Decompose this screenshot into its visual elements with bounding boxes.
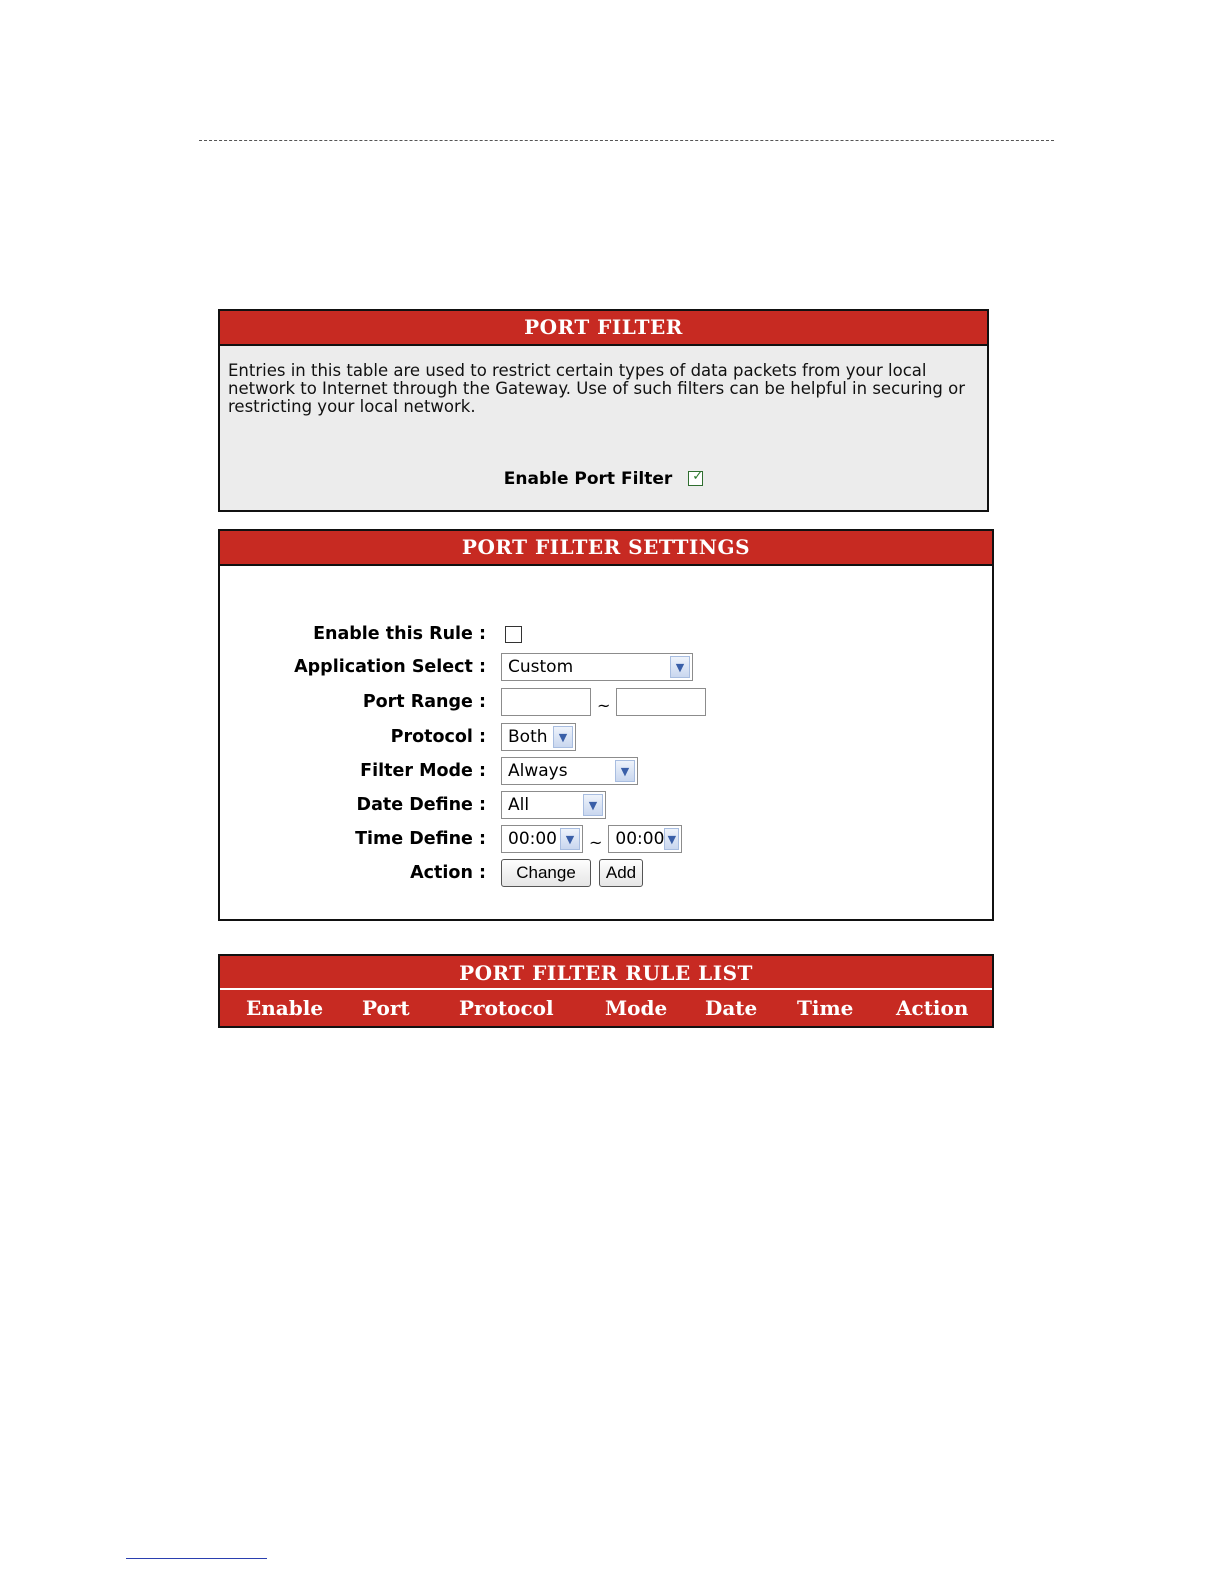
settings-title: PORT FILTER SETTINGS	[220, 531, 992, 566]
port-filter-description: Entries in this table are used to restrict certain types of data packets from your local network to Internet through the Gateway. Use of such filters can be helpful in securing or restricting your local network.	[228, 361, 966, 416]
application-select-value: Custom	[508, 657, 574, 677]
filter-mode-select-value: Always	[508, 761, 568, 781]
filter-mode-select[interactable]	[501, 757, 638, 785]
column-header-action: Action	[896, 996, 969, 1020]
chevron-down-icon[interactable]: ▼	[670, 656, 690, 678]
protocol-label: Protocol :	[390, 727, 486, 747]
column-header-port: Port	[362, 996, 410, 1020]
checkmark-icon: ✓	[692, 469, 704, 484]
top-divider	[199, 140, 1054, 141]
time-range-separator: ~	[589, 832, 603, 852]
port-filter-rule-list-panel	[218, 954, 994, 1028]
time-start-value: 00:00	[508, 829, 557, 849]
footnote-divider	[126, 1558, 267, 1559]
time-end-value: 00:00	[615, 829, 665, 849]
column-header-time: Time	[797, 996, 854, 1020]
chevron-down-icon[interactable]: ▼	[560, 828, 580, 850]
enable-port-filter-checkbox[interactable]	[688, 471, 703, 486]
add-button[interactable]: Add	[599, 859, 643, 887]
port-range-end-input[interactable]	[616, 688, 706, 716]
port-filter-title: PORT FILTER	[220, 311, 987, 346]
chevron-down-icon[interactable]: ▼	[664, 828, 679, 850]
column-header-mode: Mode	[605, 996, 668, 1020]
time-start-select[interactable]	[501, 825, 583, 853]
chevron-down-icon[interactable]: ▼	[553, 726, 573, 748]
chevron-down-icon[interactable]: ▼	[583, 794, 603, 816]
port-filter-panel	[218, 309, 989, 512]
column-header-date: Date	[705, 996, 758, 1020]
filter-mode-label: Filter Mode :	[360, 761, 486, 781]
rule-list-title: PORT FILTER RULE LIST	[220, 956, 992, 990]
action-label: Action :	[410, 863, 486, 883]
port-filter-settings-panel	[218, 529, 994, 921]
range-separator: ~	[597, 695, 611, 715]
column-header-protocol: Protocol	[459, 996, 554, 1020]
application-select[interactable]	[501, 653, 693, 681]
chevron-down-icon[interactable]: ▼	[615, 760, 635, 782]
application-select-label: Application Select :	[294, 657, 486, 677]
change-button[interactable]: Change	[501, 859, 591, 887]
date-define-select-value: All	[508, 795, 530, 815]
enable-rule-label: Enable this Rule :	[313, 624, 486, 644]
enable-port-filter-row	[220, 469, 987, 489]
protocol-select-value: Both	[508, 727, 548, 747]
time-define-label: Time Define :	[355, 829, 486, 849]
enable-rule-checkbox[interactable]	[505, 626, 522, 643]
date-define-label: Date Define :	[356, 795, 486, 815]
time-end-select[interactable]	[608, 825, 682, 853]
column-header-enable: Enable	[246, 996, 324, 1020]
enable-port-filter-label: Enable Port Filter	[503, 469, 673, 489]
protocol-select[interactable]	[501, 723, 576, 751]
port-range-label: Port Range :	[362, 692, 486, 712]
date-define-select[interactable]	[501, 791, 606, 819]
port-range-start-input[interactable]	[501, 688, 591, 716]
